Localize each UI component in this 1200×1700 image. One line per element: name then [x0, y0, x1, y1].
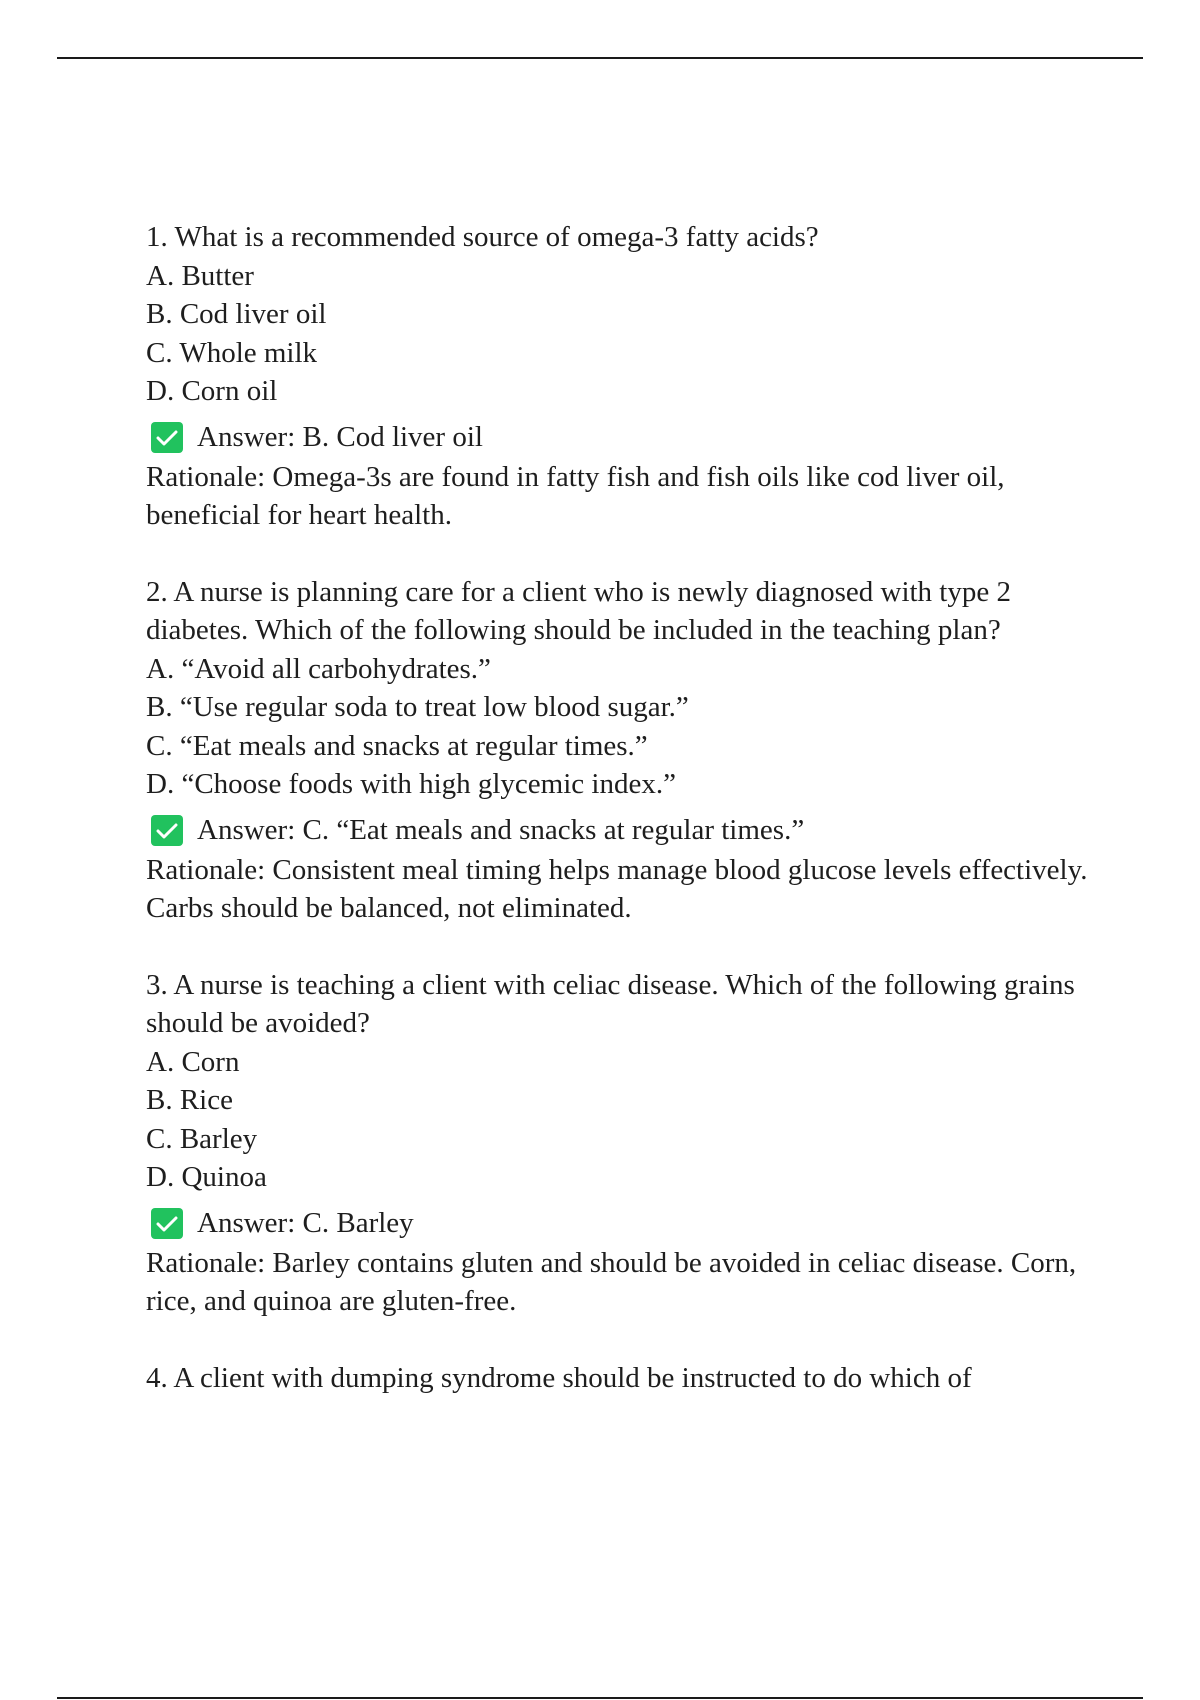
answer-line [146, 811, 1096, 851]
answer-option: C. Whole milk [146, 336, 318, 369]
answer-option: B. Rice [146, 1084, 233, 1116]
header-rule [57, 57, 1143, 59]
question-text: 2. A nurse is planning care for a client who is newly diagnosed with type 2 diabetes. Which of the following should be included in the teaching plan? [146, 575, 1011, 646]
answer-line [146, 1204, 1096, 1244]
question-text: 3. A nurse is teaching a client with celiac disease. Which of the following grains should be avoided? [146, 968, 1075, 1039]
trailing-question-text: 4. A client with dumping syndrome should be instructed to do which of [146, 1361, 972, 1394]
checkmark-icon [151, 815, 183, 846]
answer-option: C. Barley [146, 1122, 258, 1155]
answer-option: A. Corn [146, 1045, 240, 1078]
answer-option: D. Quinoa [146, 1161, 267, 1193]
answer-option: B. “Use regular soda to treat low blood sugar.” [146, 691, 689, 723]
checkmark-icon [151, 422, 183, 453]
question-block [146, 966, 1096, 1321]
answer-line [146, 418, 1096, 458]
rationale-text: Rationale: Omega-3s are found in fatty fish and fish oils like cod liver oil, beneficial for heart health. [146, 460, 1005, 531]
question-block [146, 573, 1096, 928]
answer-text: Answer: C. Barley [197, 1207, 414, 1240]
rationale-text: Rationale: Barley contains gluten and should be avoided in celiac disease. Corn, rice, and quinoa are gluten-free. [146, 1246, 1077, 1317]
question-block [146, 218, 1096, 535]
footer-rule [57, 1697, 1143, 1699]
answer-text: Answer: C. “Eat meals and snacks at regular times.” [197, 814, 805, 847]
question-text: 1. What is a recommended source of omega-3 fatty acids? [146, 221, 819, 253]
answer-option: A. Butter [146, 259, 254, 292]
rationale-text: Rationale: Consistent meal timing helps manage blood glucose levels effectively. Carbs should be balanced, not eliminated. [146, 853, 1088, 924]
answer-text: Answer: B. Cod liver oil [197, 421, 483, 454]
checkmark-icon [151, 1208, 183, 1239]
document-body [146, 218, 1096, 1397]
answer-option: A. “Avoid all carbohydrates.” [146, 652, 491, 685]
answer-option: B. Cod liver oil [146, 298, 327, 330]
answer-option: D. Corn oil [146, 375, 278, 407]
answer-option: D. “Choose foods with high glycemic index.” [146, 768, 676, 800]
answer-option: C. “Eat meals and snacks at regular times.” [146, 729, 648, 762]
